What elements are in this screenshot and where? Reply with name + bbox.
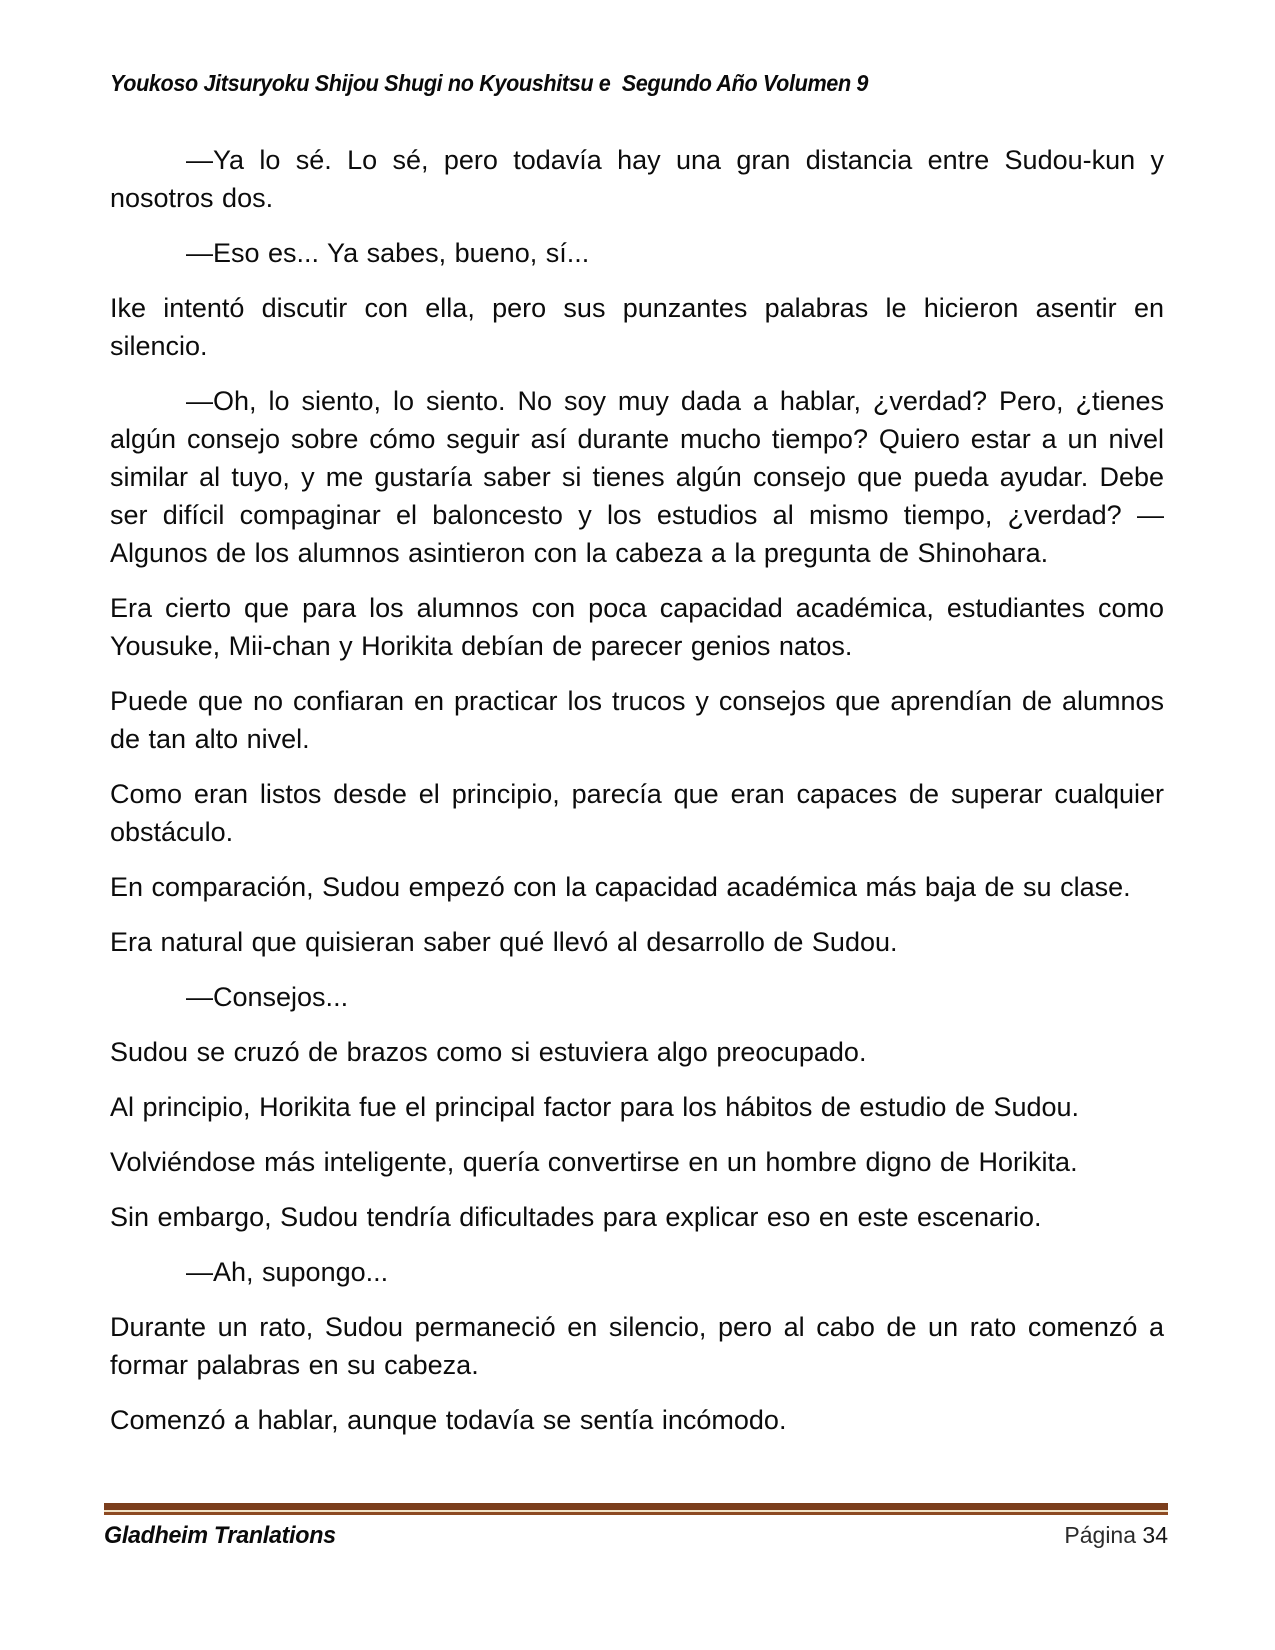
page-number-value: 34 xyxy=(1142,1522,1168,1548)
body-paragraph: Ike intentó discutir con ella, pero sus punzantes palabras le hicieron asentir en silencio. xyxy=(110,293,1164,361)
body-paragraph: —Ah, supongo... xyxy=(186,1257,389,1287)
footer-row xyxy=(104,1522,1168,1550)
body-paragraph: —Ya lo sé. Lo sé, pero todavía hay una gran distancia entre Sudou-kun y nosotros dos. xyxy=(110,145,1164,213)
body-paragraph: Era cierto que para los alumnos con poca capacidad académica, estudiantes como Yousuke, Mii-chan y Horikita debían de parecer genios natos. xyxy=(110,593,1164,661)
page-number-word: Página xyxy=(1064,1522,1137,1548)
body-paragraph: Comenzó a hablar, aunque todavía se sentía incómodo. xyxy=(110,1405,787,1435)
body-paragraph: Como eran listos desde el principio, parecía que eran capaces de superar cualquier obstáculo. xyxy=(110,779,1164,847)
body-paragraph: Volviéndose más inteligente, quería convertirse en un hombre digno de Horikita. xyxy=(110,1147,1078,1177)
translator-brand: Gladheim Tranlations xyxy=(104,1522,336,1549)
body-paragraph: Sudou se cruzó de brazos como si estuviera algo preocupado. xyxy=(110,1037,867,1067)
body-paragraph: Al principio, Horikita fue el principal factor para los hábitos de estudio de Sudou. xyxy=(110,1092,1080,1122)
running-header xyxy=(110,70,1170,97)
body-paragraph: Era natural que quisieran saber qué llevó al desarrollo de Sudou. xyxy=(110,927,898,957)
body-paragraph: Durante un rato, Sudou permaneció en silencio, pero al cabo de un rato comenzó a formar palabras en su cabeza. xyxy=(110,1312,1164,1380)
footer-rule-thin xyxy=(104,1512,1168,1515)
body-paragraph: Sin embargo, Sudou tendría dificultades para explicar eso en este escenario. xyxy=(110,1202,1042,1232)
running-header-title: Youkoso Jitsuryoku Shijou Shugi no Kyoushitsu e Segundo Año Volumen 9 xyxy=(110,70,869,96)
page-number-label xyxy=(1064,1522,1168,1549)
footer-rule-thick xyxy=(104,1503,1168,1510)
page-footer xyxy=(104,1503,1168,1550)
body-paragraph: —Consejos... xyxy=(186,982,349,1012)
body-paragraph: Puede que no confiaran en practicar los trucos y consejos que aprendían de alumnos de tan alto nivel. xyxy=(110,686,1164,754)
body-text-container xyxy=(110,141,1164,1456)
body-paragraph: En comparación, Sudou empezó con la capacidad académica más baja de su clase. xyxy=(110,872,1131,902)
body-paragraph: —Oh, lo siento, lo siento. No soy muy dada a hablar, ¿verdad? Pero, ¿tienes algún consejo sobre cómo seguir así durante mucho tiempo? Quiero estar a un nivel similar al tuyo, y me gustaría saber si tienes algún consejo que pueda ayudar. Debe ser difícil compaginar el baloncesto y los estudios al mismo tiempo, ¿verdad? —Algunos de los alumnos asintieron con la cabeza a la pregunta de Shinohara. xyxy=(110,386,1164,568)
body-paragraph: —Eso es... Ya sabes, bueno, sí... xyxy=(186,238,590,268)
